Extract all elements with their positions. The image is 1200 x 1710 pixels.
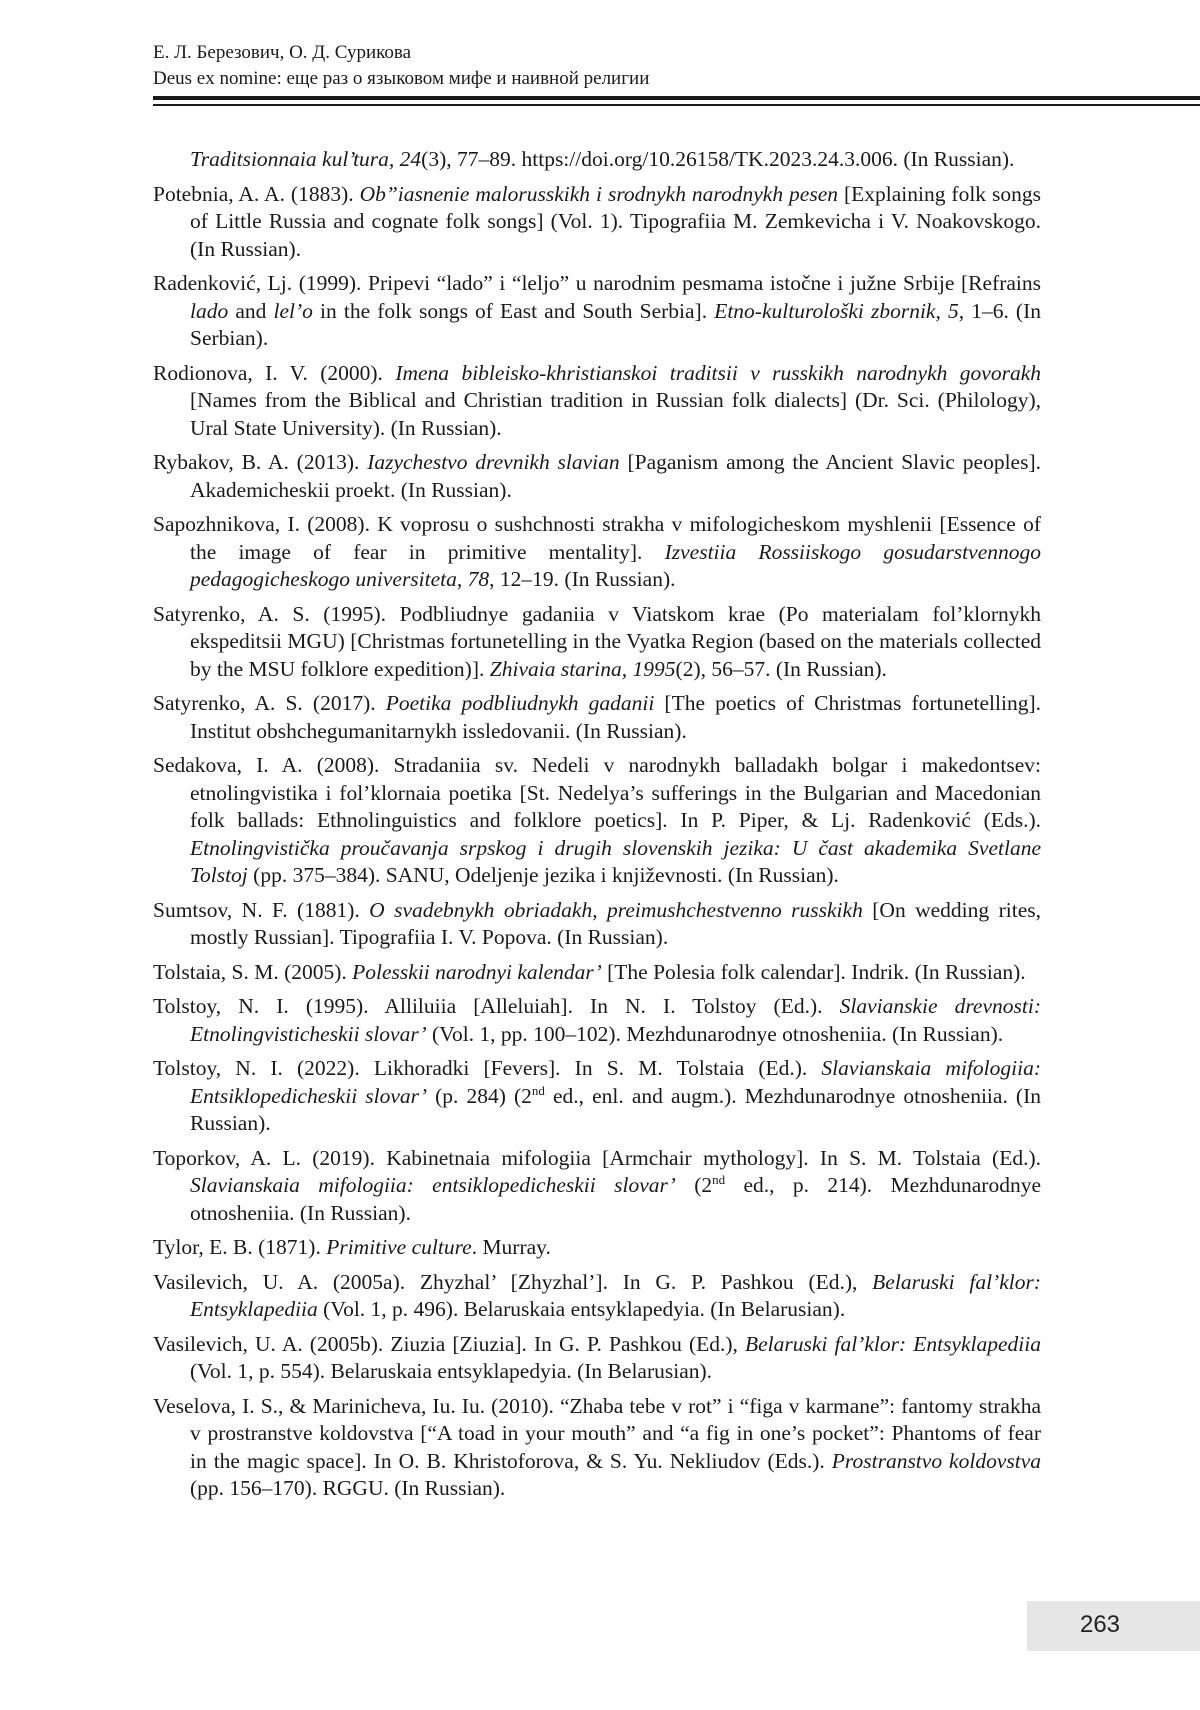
reference-text: (p. 284) (2 [426,1083,532,1108]
reference-entry [153,752,1041,890]
reference-text: (2), 56–57. (In Russian). [675,656,887,681]
reference-text: ed., p. 214). Mezhdunarodnye otnosheniia. (In Russian). [190,1173,1041,1225]
reference-text: Rodionova, I. V. (2000). [153,360,396,385]
reference-italic-text: Traditsionnaia kul’tura, 24 [190,147,422,171]
reference-text: Tolstoy, N. I. (2022). Likhoradki [Fevers]. In S. M. Tolstaia (Ed.). [153,1056,822,1080]
reference-entry [153,1145,1041,1228]
reference-entry [153,181,1041,264]
reference-text: Veselova, I. S., & Marinicheva, Iu. Iu. (2010). “Zhaba tebe v rot” i “figa v karmane”: fantomy strakha v prostranstve koldovstva [“A toad in your mouth” and “a fig in one’s pocket”: Phantoms of fear in the magic space]. In O. B. Khristoforova, & S. Yu. Nekliudov (Eds.). [153,1393,1041,1473]
reference-entry [153,601,1041,684]
running-header [153,40,1200,92]
reference-text: , 1–6. (In Serbian). [190,298,1042,350]
reference-entry [153,270,1041,353]
reference-text: (Vol. 1, pp. 100–102). Mezhdunarodnye otnosheniia. (In Russian). [426,1021,1004,1046]
reference-italic-text: Imena bibleisko-khristianskoi traditsii v russkikh narodnykh govorakh [395,360,1041,385]
reference-text: (pp. 156–170). RGGU. (In Russian). [190,1476,506,1500]
reference-text: , 12–19. (In Russian). [489,567,676,591]
reference-text: [Names from the Biblical and Christian tradition in Russian folk dialects] (Dr. Sci. (Philology), Ural State University). (In Russian). [190,388,1041,440]
header-authors: Е. Л. Березович, О. Д. Сурикова [153,42,412,63]
reference-text: ed., enl. and augm.). Mezhdunarodnye otnosheniia. (In Russian). [190,1083,1041,1135]
reference-entry [153,897,1041,952]
header-rule-thick [153,96,1200,100]
reference-text: nd [712,1171,726,1187]
reference-text: Sapozhnikova, I. (2008). K voprosu o sushchnosti strakha v mifologicheskom myshlenii [Essence of the image of fear in primitive mentality]. [153,512,1041,564]
reference-entry [153,1234,1041,1262]
reference-italic-text: Izvestiia Rossiiskogo gosudarstvennogo pedagogicheskogo universiteta, 78 [190,539,1041,591]
reference-italic-text: lado [190,298,229,323]
reference-italic-text: Etno-kulturološki zbornik, 5 [714,298,959,323]
reference-text: Satyrenko, A. S. (1995). Podbliudnye gadaniia v Viatskom krae (Po materialam fol’klornykh ekspeditsii MGU) [Christmas fortunetelling in the Vyatka Region (based on the materials collected by the MSU folklore expedition)]. [153,601,1041,681]
reference-italic-text: lel’o [273,298,313,323]
header-rule-thin [153,104,1200,106]
reference-entry [153,360,1041,443]
reference-text: [The poetics of Christmas fortunetelling]. Institut obshchegumanitarnykh issledovanii. (In Russian). [190,691,1041,743]
reference-italic-text: Polesskii narodnyi kalendar’ [352,959,602,984]
reference-italic-text: O svadebnykh obriadakh, preimushchestvenno russkikh [369,897,863,922]
reference-text: in the folk songs of East and South Serbia]. [312,298,715,323]
reference-text: nd [531,1082,545,1098]
page-number: 263 [1079,1611,1121,1638]
reference-text: (2 [675,1173,713,1197]
reference-italic-text: Slavianskie drevnosti: Etnolingvisticheskii slovar’ [190,994,1041,1046]
reference-entry [153,146,1041,174]
reference-italic-text: Slavianskaia mifologiia: entsiklopedicheskii slovar’ [190,1173,676,1197]
reference-italic-text: Primitive culture [326,1235,472,1259]
reference-text: Vasilevich, U. A. (2005a). Zhyzhal’ [Zhyzhal’]. In G. P. Pashkou (Ed.), [153,1269,873,1294]
reference-text: Tolstaia, S. M. (2005). [153,959,353,984]
reference-text: Vasilevich, U. A. (2005b). Ziuzia [Ziuzia]. In G. P. Pashkou (Ed.), [153,1331,745,1356]
reference-entry [153,1393,1041,1503]
reference-text: and [228,298,274,323]
reference-italic-text: Poetika podbliudnykh gadanii [385,691,655,715]
reference-entry [153,1269,1041,1324]
reference-italic-text: Ob”iasnenie malorusskikh i srodnykh narodnykh pesen [359,181,838,206]
reference-italic-text: Iazychestvo drevnikh slavian [367,450,620,474]
reference-text: [On wedding rites, mostly Russian]. Tipografiia I. V. Popova. (In Russian). [190,897,1041,949]
reference-italic-text: Belaruski fal’klor: Entsyklapediia [190,1269,1041,1321]
reference-entry [153,511,1041,594]
reference-italic-text: Prostranstvo koldovstva [831,1448,1042,1473]
reference-text: . Murray. [471,1235,551,1259]
reference-text: Toporkov, A. L. (2019). Kabinetnaia mifologiia [Armchair mythology]. In S. M. Tolstaia (Ed.). [153,1145,1041,1170]
reference-entry [153,959,1041,987]
page-number-box [1027,1601,1200,1651]
reference-text: [Explaining folk songs of Little Russia and cognate folk songs] (Vol. 1). Tipografiia M. Zemkevicha i V. Noakovskogo. (In Russian). [190,181,1041,261]
reference-text: [Paganism among the Ancient Slavic peoples]. Akademicheskii proekt. (In Russian). [190,450,1041,502]
reference-italic-text: Belaruski fal’klor: Entsyklapediia [745,1331,1041,1356]
reference-text: Tylor, E. B. (1871). [153,1235,327,1259]
reference-italic-text: Zhivaia starina, 1995 [489,656,676,681]
reference-text: (Vol. 1, p. 496). Belaruskaia entsyklapedyia. (In Belarusian). [317,1297,846,1321]
reference-text: Satyrenko, A. S. (2017). [153,691,386,715]
reference-text: (pp. 375–384). SANU, Odeljenje jezika i književnosti. (In Russian). [247,863,839,887]
reference-text: [The Polesia folk calendar]. Indrik. (In Russian). [601,959,1026,984]
reference-italic-text: Slavianskaia mifologiia: Entsiklopedicheskii slovar’ [190,1056,1041,1108]
reference-entry [153,1331,1041,1386]
reference-italic-text: Etnolingvistička proučavanja srpskog i drugih slovenskih jezika: U čast akademika Svetlane Tolstoj [190,835,1041,887]
reference-text: Sumtsov, N. F. (1881). [153,897,370,922]
reference-text: Potebnia, A. A. (1883). [153,181,360,206]
reference-entry [153,1055,1041,1138]
reference-text: (Vol. 1, p. 554). Belaruskaia entsyklapedyia. (In Belarusian). [190,1359,713,1383]
reference-text: Sedakova, I. A. (2008). Stradaniia sv. Nedeli v narodnykh balladakh bolgar i makedontsev: etnolingvistika i fol’klornaia poetika [St. Nedelya’s sufferings in the Bulgarian and Macedonian folk ballads: Ethnolinguistics and folklore poetics]. In P. Piper, & Lj. Radenković (Eds.). [153,753,1041,832]
reference-text: (3), 77–89. https://doi.org/10.26158/TK.2023.24.3.006. (In Russian). [421,147,1015,171]
reference-text: Tolstoy, N. I. (1995). Alliluiia [Alleluiah]. In N. I. Tolstoy (Ed.). [153,994,840,1018]
reference-entry [153,993,1041,1048]
reference-text: Radenković, Lj. (1999). Pripevi “lado” i “leljo” u narodnim pesmama istočne i južne Srbije [Refrains [153,271,1041,295]
reference-text: Rybakov, B. A. (2013). [153,450,368,474]
reference-list [153,146,1041,1510]
reference-entry [153,690,1041,745]
header-title: Deus ex nomine: еще раз о языковом мифе и наивной религии [153,68,650,89]
reference-entry [153,449,1041,504]
